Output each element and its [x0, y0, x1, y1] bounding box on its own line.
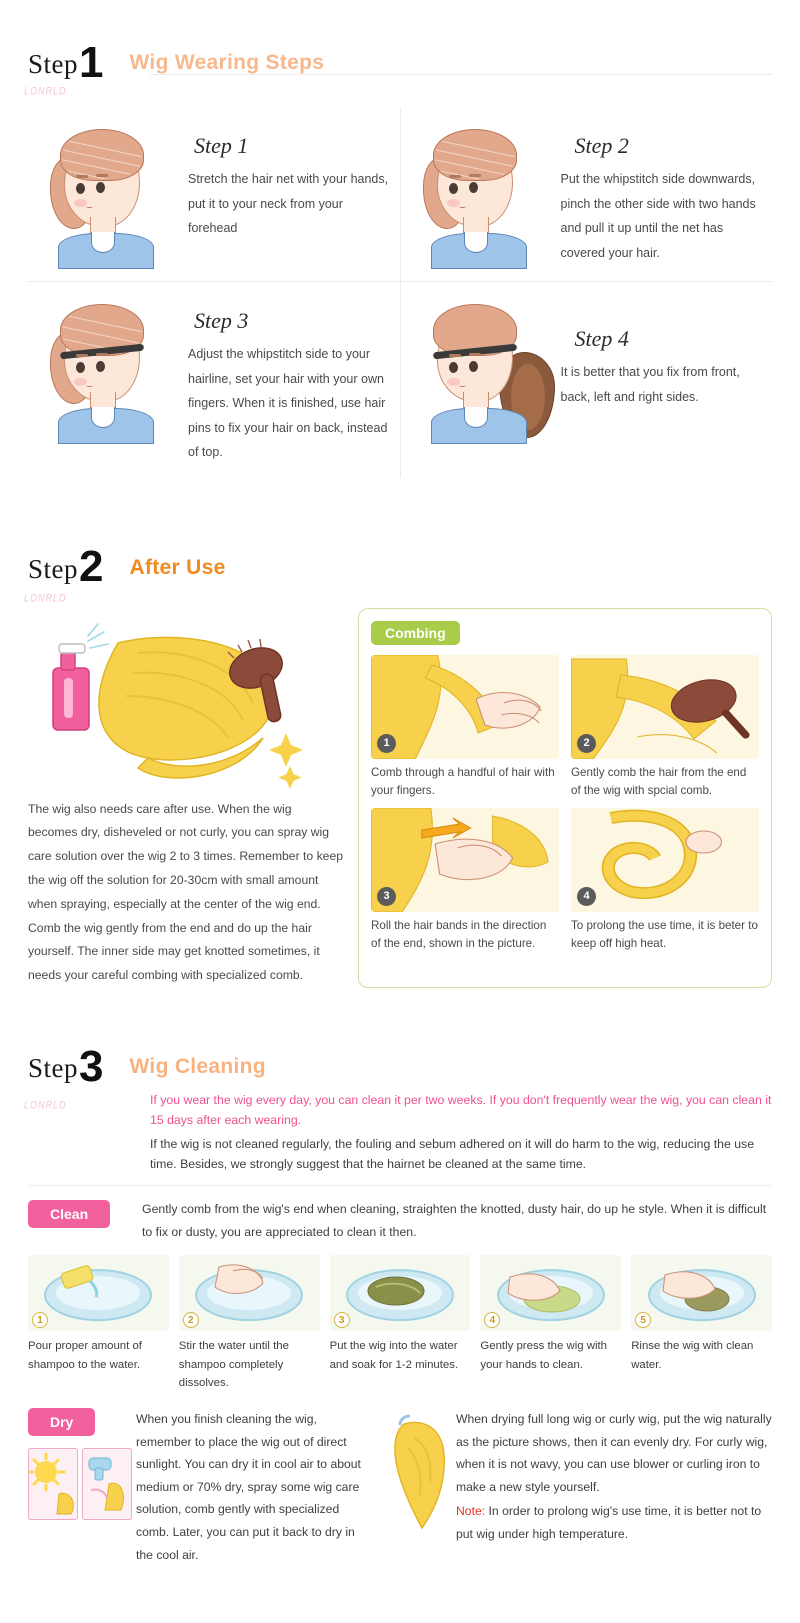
step1-card-3: [28, 282, 401, 478]
clean-step-4: [480, 1255, 621, 1392]
step1-card-1-text: Stretch the hair net with your hands, put it to your neck from your forehead: [188, 172, 389, 236]
combing-number-4: 4: [577, 887, 596, 906]
clean-tag-wrap: [28, 1198, 136, 1243]
step2-watermark: LONRLD: [24, 592, 67, 604]
combing-image-3: [371, 808, 559, 912]
step3-notes: [150, 1091, 772, 1175]
step1-step-word: Step: [28, 49, 79, 80]
clean-step-3-number: 3: [334, 1312, 350, 1328]
step1-illustration-1: [34, 117, 184, 267]
step1-card-grid: [28, 107, 772, 478]
combing-image-2: [571, 655, 759, 759]
step1-card-3-text: Adjust the whipstitch side to your hairline, set your hair with your own fingers. When it is finished, use hair pins to fix your hair on back, instead of top.: [188, 347, 388, 459]
dry-tile-hairdryer: [82, 1448, 132, 1520]
clean-step-3: [330, 1255, 471, 1392]
step1-step-number: 1: [79, 38, 104, 87]
clean-section: [28, 1198, 772, 1243]
step3-step-word: Step: [28, 1053, 79, 1084]
dry-right-text: When drying full long wig or curly wig, put the wig naturally as the picture shows, then it can evenly dry. For curly wig, when it is not wavy, you can use blower or curling iron to make a new style yourself.: [456, 1412, 772, 1494]
clean-step-5: [631, 1255, 772, 1392]
clean-step-4-caption: Gently press the wig with your hands to clean.: [480, 1340, 608, 1371]
clean-step-5-caption: Rinse the wig with clean water.: [631, 1340, 754, 1371]
combing-caption-2: Gently comb the hair from the end of the wig with spcial comb.: [571, 765, 747, 797]
clean-step-2: [179, 1255, 320, 1392]
combing-item-2: [571, 655, 759, 800]
clean-step-3-image: [330, 1255, 471, 1331]
clean-tag: Clean: [28, 1200, 110, 1228]
dry-right-column: [456, 1408, 772, 1566]
step1-card-4: [401, 282, 773, 478]
combing-number-1: 1: [377, 734, 396, 753]
step1-text-2: [557, 117, 767, 267]
step3-divider: [28, 1185, 772, 1186]
combing-image-4: [571, 808, 759, 912]
clean-step-4-number: 4: [484, 1312, 500, 1328]
step1-card-2-heading: Step 2: [574, 133, 629, 159]
clean-steps-row: [28, 1255, 772, 1392]
combing-grid: [371, 655, 759, 953]
step3-pink-note: If you wear the wig every day, you can clean it per two weeks. If you don't frequently wear the wig, you can clean it 15 days after each wearing.: [150, 1093, 772, 1128]
step1-illustration-4: [407, 292, 557, 464]
dry-tile-sun: [28, 1448, 78, 1520]
combing-caption-4: To prolong the use time, it is beter to keep off high heat.: [571, 918, 758, 950]
step1-card-3-heading: Step 3: [194, 308, 249, 334]
clean-step-2-number: 2: [183, 1312, 199, 1328]
step1-illustration-3: [34, 292, 184, 464]
step1-card-4-heading: Step 4: [574, 326, 629, 352]
spray-and-hair-art: [28, 608, 348, 793]
step2-step-word: Step: [28, 553, 79, 584]
clean-step-4-image: [480, 1255, 621, 1331]
combing-image-1: [371, 655, 559, 759]
step3-dark-note: If the wig is not cleaned regularly, the fouling and sebum adhered on it will do harm to the wig, reducing the use time. Besides, we strongly suggest that the hairnet be cleaned at the same time.: [150, 1137, 755, 1172]
dry-left-column: [28, 1408, 136, 1566]
clean-step-2-caption: Stir the water until the shampoo completely dissolves.: [178, 1340, 289, 1389]
step3-header: [0, 1041, 800, 1091]
combing-number-3: 3: [377, 887, 396, 906]
step1-text-1: [184, 117, 394, 267]
step1-text-3: [184, 292, 394, 464]
clean-step-1: [28, 1255, 169, 1392]
step1-row-top: [28, 107, 772, 282]
step2-left-column: [28, 608, 358, 988]
step1-header: [0, 38, 800, 87]
step3-watermark: LONRLD: [24, 1099, 67, 1111]
clean-step-2-image: [179, 1255, 320, 1331]
dry-note-label: Note:: [456, 1504, 486, 1519]
dry-section: [28, 1408, 772, 1566]
step1-row-bottom: [28, 282, 772, 478]
step1-card-2-text: Put the whipstitch side downwards, pinch the other side with two hands and pull it up until the net has covered your hair.: [560, 172, 756, 260]
step1-watermark: LONRLD: [24, 85, 67, 97]
combing-item-4: [571, 808, 759, 953]
combing-panel: [358, 608, 772, 988]
spray-illustration: [28, 608, 344, 798]
step2-header: [0, 542, 800, 592]
step1-text-4: [557, 292, 767, 464]
dry-tag: Dry: [28, 1408, 95, 1436]
dry-note-text: In order to prolong wig's use time, it is better not to put wig under high temperature.: [456, 1504, 762, 1541]
step1-illustration-2: [407, 117, 557, 267]
clean-step-3-caption: Put the wig into the water and soak for 1-2 minutes.: [329, 1340, 459, 1371]
dry-hanging-wig-art: [384, 1408, 456, 1566]
clean-step-1-number: 1: [32, 1312, 48, 1328]
combing-item-3: [371, 808, 559, 953]
step3-title: Wig Cleaning: [129, 1055, 266, 1079]
step1-card-1: [28, 107, 401, 282]
clean-step-5-number: 5: [635, 1312, 651, 1328]
step1-card-2: [401, 107, 773, 282]
combing-number-2: 2: [577, 734, 596, 753]
clean-step-5-image: [631, 1255, 772, 1331]
dry-left-text: When you finish cleaning the wig, remember to place the wig out of direct sunlight. You can dry it in cool air to about medium or 70% dry, spray some wig care solution, comb gently with specialized comb. Later, you can put it back to dry in the cool air.: [136, 1412, 361, 1562]
combing-caption-3: Roll the hair bands in the direction of the end, shown in the picture.: [371, 918, 547, 950]
step3-step-number: 3: [79, 1041, 104, 1091]
step2-content: [28, 608, 772, 988]
combing-item-1: [371, 655, 559, 800]
step1-title: Wig Wearing Steps: [129, 51, 325, 75]
clean-step-1-caption: Pour proper amount of shampoo to the water.: [28, 1340, 142, 1371]
step2-step-number: 2: [79, 542, 104, 592]
combing-badge: Combing: [371, 621, 460, 645]
combing-caption-1: Comb through a handful of hair with your fingers.: [371, 765, 555, 797]
clean-intro: Gently comb from the wig's end when cleaning, straighten the knotted, dusty hair, do up he style. When it is difficult to fix or dusty, you are appreciated to clean it then.: [142, 1201, 767, 1239]
dry-illustration: [28, 1448, 132, 1520]
step1-card-4-text: It is better that you fix from front, back, left and right sides.: [560, 365, 740, 404]
step2-paragraph: The wig also needs care after use. When the wig becomes dry, disheveled or not curly, you can spray wig care solution over the wig 2 to 3 times. Remember to keep the wig off the solution for 20-30cm with small amount when spraying, especially at the center of the wig end. Comb the wig gently from the end and do up the hair yourself. The inner side may get knotted sometimes, it needs your careful combing with specialized comb.: [28, 801, 343, 983]
step2-title: After Use: [129, 555, 226, 579]
clean-step-1-image: [28, 1255, 169, 1331]
step1-card-1-heading: Step 1: [194, 133, 249, 159]
